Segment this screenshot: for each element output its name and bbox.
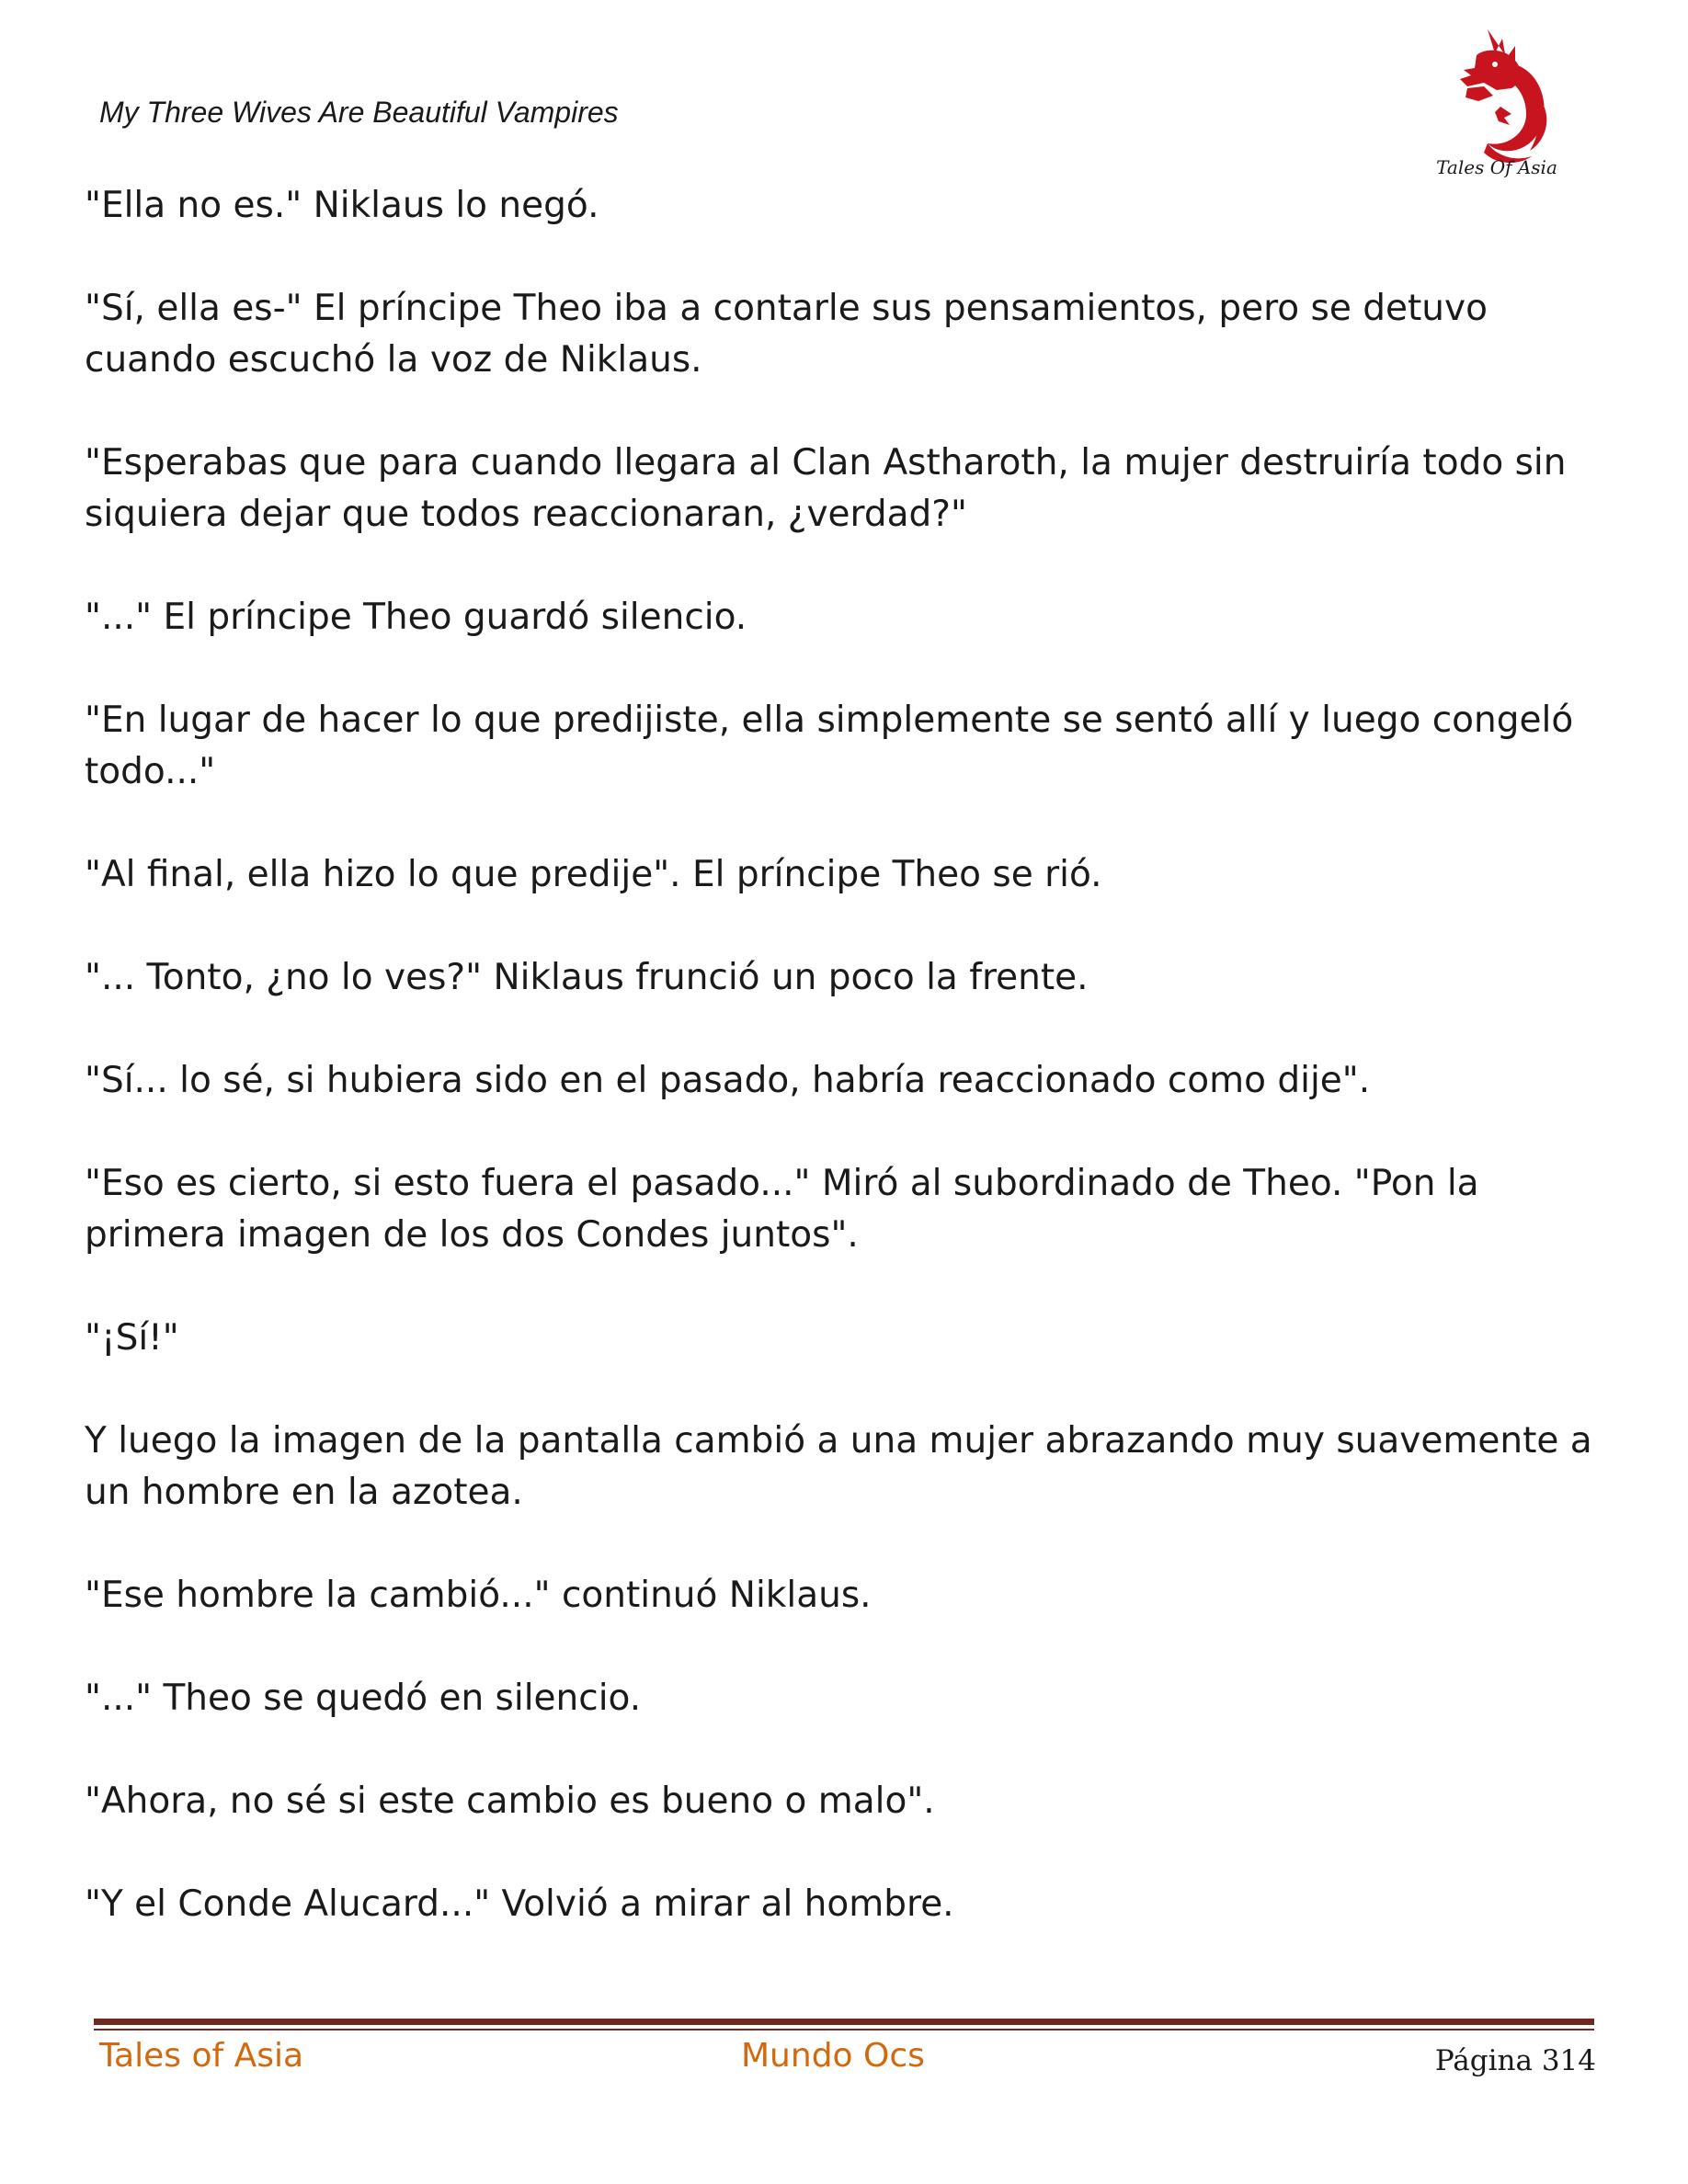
book-title: My Three Wives Are Beautiful Vampires	[99, 96, 619, 129]
paragraph: "Ahora, no sé si este cambio es bueno o malo".	[85, 1780, 935, 1822]
paragraph: "En lugar de hacer lo que predijiste, ella simplemente se sentó allí y luego congeló todo..."	[85, 700, 1574, 792]
paragraph: "¡Sí!"	[85, 1317, 179, 1359]
page-body	[85, 180, 1592, 1982]
footer-divider-thin	[94, 2029, 1594, 2030]
tales-of-asia-logo	[1423, 18, 1570, 184]
paragraph: "Eso es cierto, si esto fuera el pasado..." Miró al subordinado de Theo. "Pon la primera imagen de los dos Condes juntos".	[85, 1163, 1479, 1256]
paragraph: "Ella no es." Niklaus lo negó.	[85, 185, 599, 226]
paragraph: "..." El príncipe Theo guardó silencio.	[85, 597, 747, 638]
paragraph: "... Tonto, ¿no lo ves?" Niklaus frunció un poco la frente.	[85, 957, 1089, 998]
footer-divider-thick	[94, 2019, 1594, 2025]
paragraph: "Sí, ella es-" El príncipe Theo iba a contarle sus pensamientos, pero se detuvo cuando escuchó la voz de Niklaus.	[85, 288, 1488, 381]
paragraph: "Y el Conde Alucard..." Volvió a mirar al hombre.	[85, 1883, 954, 1925]
footer-publisher: Tales of Asia	[99, 2037, 304, 2075]
paragraph: "Al final, ella hizo lo que predije". El príncipe Theo se rió.	[85, 854, 1102, 895]
paragraph: "Ese hombre la cambió..." continuó Niklaus.	[85, 1575, 872, 1616]
paragraph: "Sí... lo sé, si hubiera sido en el pasado, habría reaccionado como dije".	[85, 1060, 1371, 1101]
page-number: Página 314	[1434, 2044, 1596, 2077]
paragraph: Y luego la imagen de la pantalla cambió a una mujer abrazando muy suavemente a un hombre en la azotea.	[85, 1420, 1592, 1513]
footer-source: Mundo Ocs	[741, 2037, 925, 2075]
paragraph: "..." Theo se quedó en silencio.	[85, 1678, 642, 1719]
paragraph: "Esperabas que para cuando llegara al Clan Astharoth, la mujer destruiría todo sin siquiera dejar que todos reaccionaran, ¿verdad?"	[85, 442, 1567, 535]
logo-text: Tales Of Asia	[1436, 156, 1557, 178]
